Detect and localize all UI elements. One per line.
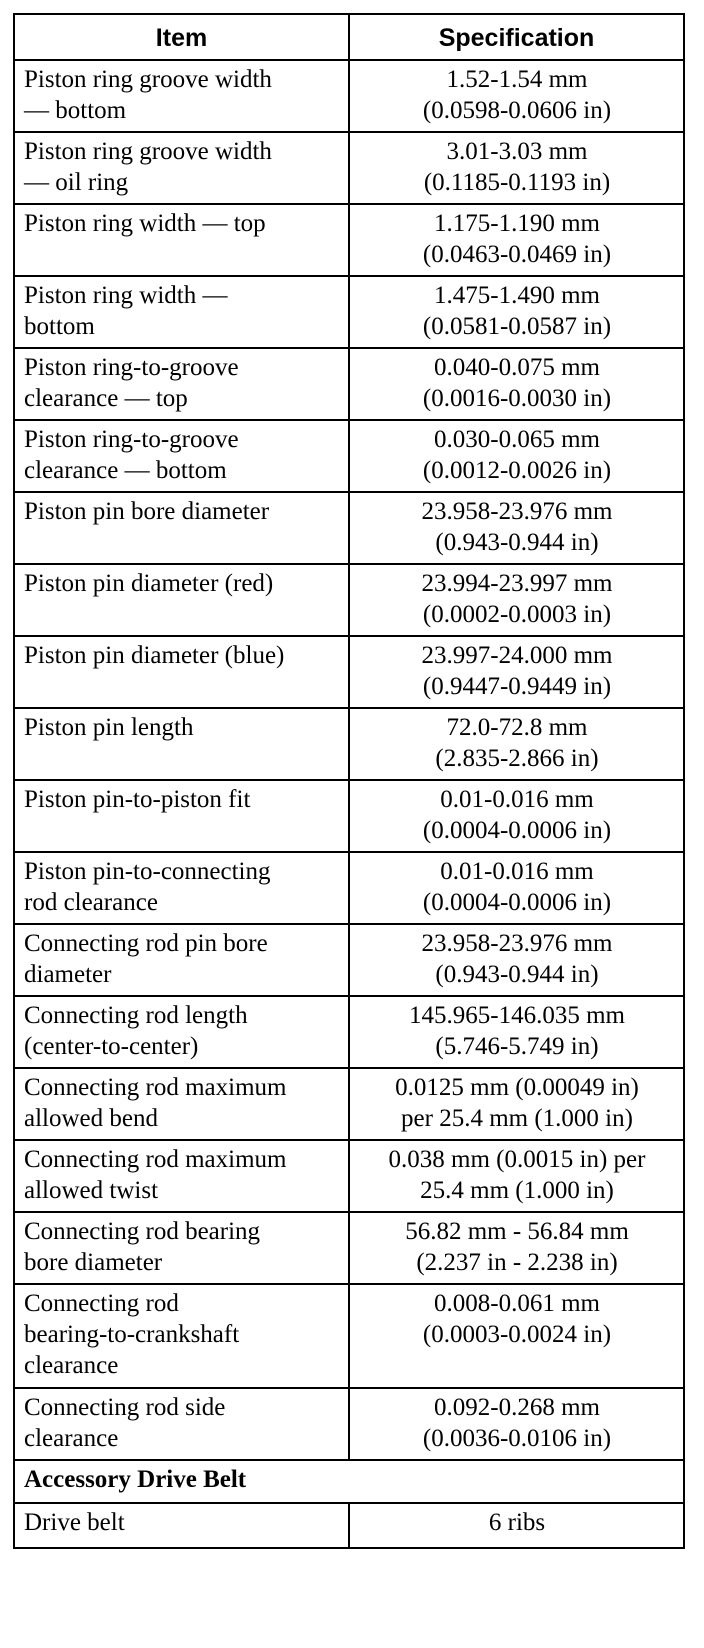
spec-line: (0.0581-0.0587 in) [422,313,612,340]
item-line: bearing-to-crankshaft [24,1321,240,1348]
spec-cell [349,708,684,780]
item-line: Piston ring width — [24,282,228,309]
spec-line: 23.958-23.976 mm [421,498,613,525]
spec-line: 23.997-24.000 mm [421,642,613,669]
item-cell [14,492,349,564]
item-line: Piston pin-to-piston fit [24,786,251,813]
item-line: (center-to-center) [24,1033,199,1060]
table-row [14,564,684,636]
item-line: Connecting rod maximum [24,1146,287,1173]
item-cell [14,132,349,204]
table-row [14,780,684,852]
item-line: Connecting rod [24,1290,179,1317]
item-line: Piston pin diameter (red) [24,570,274,597]
item-cell [14,852,349,924]
spec-line: 145.965-146.035 mm [409,1002,625,1029]
specification-column-header: Specification [349,14,684,60]
spec-line: 3.01-3.03 mm [446,138,588,165]
spec-cell [349,852,684,924]
item-line: bore diameter [24,1249,163,1276]
spec-cell [349,420,684,492]
item-cell: Drive belt [14,1503,349,1548]
spec-cell [349,1388,684,1460]
item-line: clearance — bottom [24,457,227,484]
spec-line: (0.0598-0.0606 in) [422,97,612,124]
spec-cell [349,996,684,1068]
spec-cell: 6 ribs [349,1503,684,1548]
item-line: Connecting rod side [24,1394,226,1421]
spec-line: 0.040-0.075 mm [434,354,600,381]
item-line: — bottom [24,97,127,124]
spec-cell [349,1068,684,1140]
item-cell [14,276,349,348]
spec-cell [349,1284,684,1388]
spec-line: 0.0125 mm (0.00049 in) [395,1074,639,1101]
item-cell [14,204,349,276]
spec-line: 0.008-0.061 mm [434,1290,600,1317]
item-line: clearance [24,1352,119,1379]
item-line: Piston ring groove width [24,138,272,165]
spec-line: (0.943-0.944 in) [435,961,599,988]
spec-cell [349,204,684,276]
item-line: bottom [24,313,95,340]
table-row [14,348,684,420]
item-column-header: Item [14,14,349,60]
section-heading: Accessory Drive Belt [14,1460,684,1503]
table-row [14,708,684,780]
table-row [14,132,684,204]
item-line: rod clearance [24,889,158,916]
spec-line: 1.52-1.54 mm [446,66,588,93]
table-row [14,636,684,708]
spec-line: 0.01-0.016 mm [440,786,594,813]
item-line: Piston ring groove width [24,66,272,93]
spec-line: 25.4 mm (1.000 in) [420,1177,614,1204]
item-cell [14,348,349,420]
table-row [14,1212,684,1284]
item-line: Piston pin bore diameter [24,498,270,525]
spec-line: (0.0036-0.0106 in) [422,1425,612,1452]
item-cell [14,708,349,780]
spec-line: (0.0004-0.0006 in) [422,817,612,844]
header-row [14,14,684,60]
table-row [14,420,684,492]
item-cell [14,564,349,636]
spec-line: 56.82 mm - 56.84 mm [405,1218,629,1245]
spec-cell [349,276,684,348]
spec-cell [349,348,684,420]
spec-cell [349,492,684,564]
item-cell [14,420,349,492]
table-row [14,996,684,1068]
item-cell [14,1388,349,1460]
spec-line: 1.175-1.190 mm [434,210,600,237]
item-cell [14,996,349,1068]
spec-line: 0.038 mm (0.0015 in) per [388,1146,646,1173]
spec-line: per 25.4 mm (1.000 in) [401,1105,633,1132]
spec-line: 1.475-1.490 mm [434,282,600,309]
spec-line: (0.0016-0.0030 in) [422,385,612,412]
spec-line: (0.0004-0.0006 in) [422,889,612,916]
table-body [14,60,684,1548]
table-row [14,276,684,348]
section-row [14,1460,684,1503]
spec-line: (0.0012-0.0026 in) [422,457,612,484]
spec-line: (0.0463-0.0469 in) [422,241,612,268]
spec-line: (5.746-5.749 in) [435,1033,599,1060]
item-line: Piston pin diameter (blue) [24,642,285,669]
spec-cell [349,564,684,636]
spec-line: 23.994-23.997 mm [421,570,613,597]
spec-line: 72.0-72.8 mm [446,714,588,741]
item-cell [14,1068,349,1140]
table-row [14,1140,684,1212]
item-cell [14,636,349,708]
spec-cell [349,636,684,708]
item-line: diameter [24,961,112,988]
item-cell [14,924,349,996]
spec-line: (2.835-2.866 in) [435,745,599,772]
item-line: Piston pin length [24,714,194,741]
spec-cell [349,132,684,204]
table-row [14,204,684,276]
item-cell [14,1284,349,1388]
item-line: Piston ring width — top [24,210,266,237]
spec-line: 0.01-0.016 mm [440,858,594,885]
table-row [14,852,684,924]
item-line: Piston ring-to-groove [24,354,239,381]
table-row [14,924,684,996]
table-row [14,492,684,564]
item-cell [14,1212,349,1284]
spec-line: 0.030-0.065 mm [434,426,600,453]
spec-line: (0.0002-0.0003 in) [422,601,612,628]
spec-cell [349,780,684,852]
spec-cell [349,1140,684,1212]
table-row [14,1388,684,1460]
item-cell [14,780,349,852]
table-row [14,60,684,132]
spec-line: (0.9447-0.9449 in) [422,673,612,700]
spec-cell [349,60,684,132]
table-row [14,1503,684,1548]
item-line: Piston pin-to-connecting [24,858,271,885]
item-cell [14,60,349,132]
item-line: Connecting rod pin bore [24,930,268,957]
item-line: — oil ring [24,169,129,196]
item-line: clearance [24,1425,119,1452]
item-line: Connecting rod length [24,1002,248,1029]
item-line: allowed twist [24,1177,159,1204]
item-cell [14,1140,349,1212]
item-line: Connecting rod bearing [24,1218,261,1245]
spec-cell [349,1212,684,1284]
table-row [14,1284,684,1388]
item-line: Connecting rod maximum [24,1074,287,1101]
spec-line: (0.1185-0.1193 in) [423,169,611,196]
specification-table [13,13,685,1549]
item-line: clearance — top [24,385,188,412]
spec-line: 23.958-23.976 mm [421,930,613,957]
item-line: Piston ring-to-groove [24,426,239,453]
spec-cell [349,924,684,996]
spec-line: (0.943-0.944 in) [435,529,599,556]
spec-line: (2.237 in - 2.238 in) [416,1249,618,1276]
item-line: allowed bend [24,1105,158,1132]
spec-line: 0.092-0.268 mm [434,1394,600,1421]
spec-line: (0.0003-0.0024 in) [422,1321,612,1348]
table-row [14,1068,684,1140]
